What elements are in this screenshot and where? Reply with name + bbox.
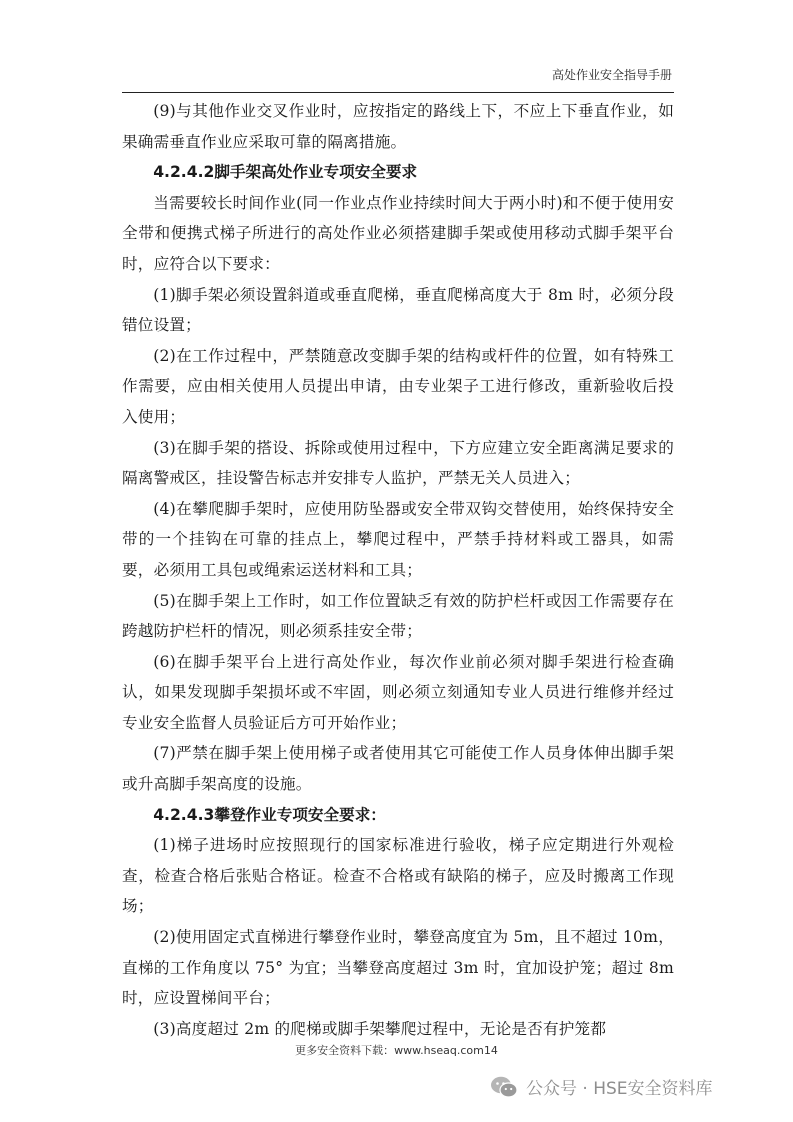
paragraph: 当需要较长时间作业(同一作业点作业持续时间大于两小时)和不便于使用安全带和便携式梯子所进行的高处作业必须搭建脚手架或使用移动式脚手架平台时，应符合以下要求： [122,193,674,273]
document-body [122,96,674,1044]
section-heading: 4.2.4.3攀登作业专项安全要求： [153,805,386,824]
paragraph: (4)在攀爬脚手架时，应使用防坠器或安全带双钩交替使用，始终保持安全带的一个挂钩在可靠的挂点上，攀爬过程中，严禁手持材料或工器具，如需要，必须用工具包或绳索运送材料和工具； [122,499,674,579]
page-footer: 更多安全资料下载：www.hseaq.com14 [295,1044,498,1057]
paragraph: (9)与其他作业交叉作业时，应按指定的路线上下，不应上下垂直作业，如果确需垂直作业应采取可靠的隔离措施。 [122,102,674,151]
section-heading: 4.2.4.2脚手架高处作业专项安全要求 [153,163,418,182]
paragraph: (5)在脚手架上工作时，如工作位置缺乏有效的防护栏杆或因工作需要存在跨越防护栏杆的情况，则必须系挂安全带； [122,591,674,641]
paragraph: (1)梯子进场时应按照现行的国家标准进行验收，梯子应定期进行外观检查，检查合格后张贴合格证。检查不合格或有缺陷的梯子，应及时搬离工作现场； [122,836,674,916]
paragraph: (3)在脚手架的搭设、拆除或使用过程中，下方应建立安全距离满足要求的隔离警戒区，挂设警告标志并安排专人监护，严禁无关人员进入； [122,438,674,488]
paragraph: (3)高度超过 2m 的爬梯或脚手架攀爬过程中，无论是否有护笼都 [153,1019,607,1038]
watermark [490,1074,713,1099]
paragraph: (2)在工作过程中，严禁随意改变脚手架的结构或杆件的位置，如有特殊工作需要，应由相关使用人员提出申请，由专业架子工进行修改，重新验收后投入使用； [122,346,674,426]
header-title: 高处作业安全指导手册 [551,68,672,82]
paragraph: (6)在脚手架平台上进行高处作业，每次作业前必须对脚手架进行检查确认，如果发现脚手架损坏或不牢固，则必须立刻通知专业人员进行维修并经过专业安全监督人员验证后方可开始作业； [122,652,674,732]
wechat-icon [490,1075,518,1099]
paragraph: (1)脚手架必须设置斜道或垂直爬梯，垂直爬梯高度大于 8m 时，必须分段错位设置； [122,285,674,335]
watermark-text: 公众号 · HSE安全资料库 [526,1079,713,1099]
paragraph: (2)使用固定式直梯进行攀登作业时，攀登高度宜为 5m，且不超过 10m，直梯的工作角度以 75° 为宜；当攀登高度超过 3m 时，宜加设护笼；超过 8m 时，应设置梯间平台； [122,928,674,1008]
paragraph: (7)严禁在脚手架上使用梯子或者使用其它可能使工作人员身体伸出脚手架或升高脚手架高度的设施。 [122,744,674,794]
page-header [122,64,674,93]
